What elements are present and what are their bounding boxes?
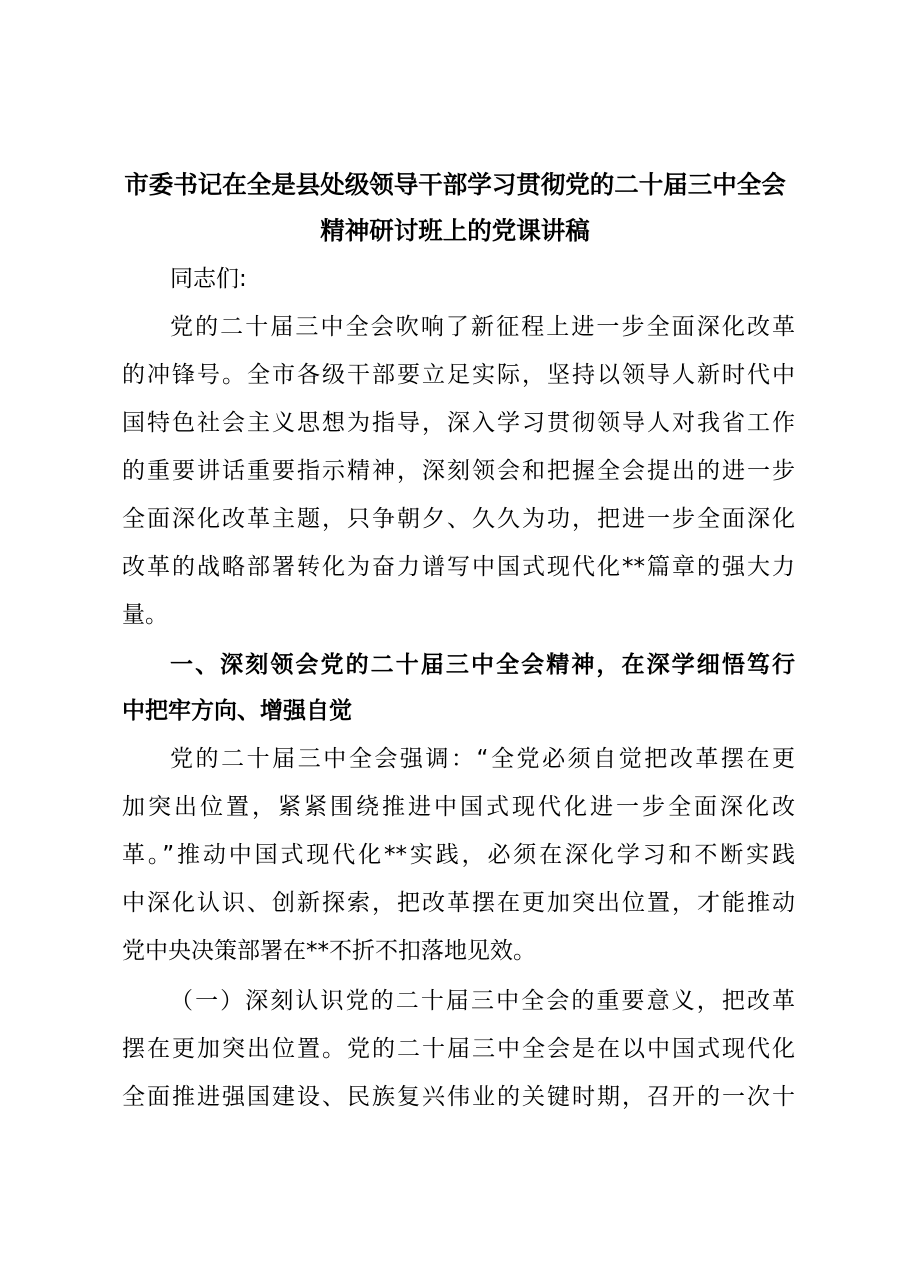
paragraph-line: 革。”推动中国式现代化**实践，必须在深化学习和不断实践 [122, 842, 795, 868]
paragraph-line: 全面深化改革主题，只争朝夕、久久为功，把进一步全面深化 [122, 506, 795, 532]
paragraph-line: 摆在更加突出位置。党的二十届三中全会是在以中国式现代化 [122, 1036, 795, 1062]
paragraph-line: 加突出位置，紧紧围绕推进中国式现代化进一步全面深化改 [122, 794, 795, 820]
paragraph-line: 量。 [122, 602, 168, 628]
section-heading: 一、深刻领会党的二十届三中全会精神，在深学细悟笃行 [170, 652, 795, 678]
paragraph-line: 党中央决策部署在**不折不扣落地见效。 [122, 938, 536, 964]
paragraph-line: 党的二十届三中全会强调：“全党必须自觉把改革摆在更 [170, 746, 795, 772]
paragraph-line: 中深化认识、创新探索，把改革摆在更加突出位置，才能推动 [122, 890, 795, 916]
document-title-line-1: 市委书记在全是县处级领导干部学习贯彻党的二十届三中全会 [124, 170, 786, 199]
paragraph-line: 党的二十届三中全会吹响了新征程上进一步全面深化改革 [170, 314, 795, 340]
paragraph-line: 的重要讲话重要指示精神，深刻领会和把握全会提出的进一步 [122, 458, 795, 484]
paragraph-line: 改革的战略部署转化为奋力谱写中国式现代化**篇章的强大力 [122, 554, 795, 580]
section-heading: 中把牢方向、增强自觉 [122, 698, 352, 724]
paragraph-line: 全面推进强国建设、民族复兴伟业的关键时期，召开的一次十 [122, 1084, 795, 1110]
paragraph-line: 的冲锋号。全市各级干部要立足实际，坚持以领导人新时代中 [122, 362, 795, 388]
paragraph-line: 国特色社会主义思想为指导，深入学习贯彻领导人对我省工作 [122, 410, 795, 436]
paragraph-line: （一）深刻认识党的二十届三中全会的重要意义，把改革 [170, 988, 795, 1014]
salutation: 同志们: [170, 266, 247, 292]
document-title-line-2: 精神研讨班上的党课讲稿 [320, 216, 590, 245]
